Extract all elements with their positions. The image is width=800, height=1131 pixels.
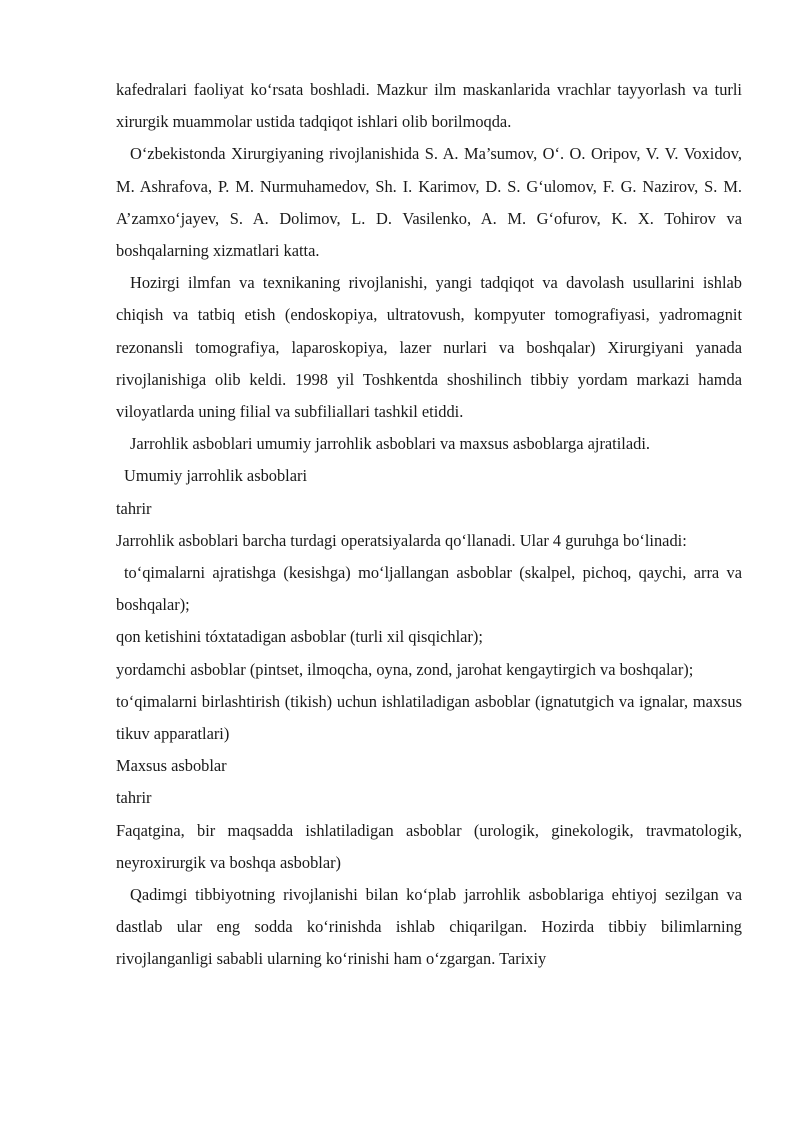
paragraph-special-purpose: Faqatgina, bir maqsadda ishlatiladigan asboblar (urologik, ginekologik, travmatologik, neyroxirurgik va boshqa asboblar) xyxy=(116,820,742,872)
edit-label: tahrir xyxy=(116,498,152,518)
list-item-auxiliary: yordamchi asboblar (pintset, ilmoqcha, oyna, zond, jarohat kengaytirgich va boshqalar); xyxy=(116,659,694,679)
list-item-cutting: to‘qimalarni ajratishga (kesishga) mo‘ljallangan asboblar (skalpel, pichoq, qaychi, arra va boshqalar); xyxy=(116,563,742,615)
list-item-hemostatic: qon ketishini tóxtatadigan asboblar (turli xil qisqichlar); xyxy=(116,627,483,647)
paragraph-surgeons: O‘zbekistonda Xirurgiyaning rivojlanishida S. A. Ma’sumov, O‘. O. Oripov, V. V. Voxidov, M. Ashrafova, P. M. Nurmuhamedov, Sh. I. Karimov, D. S. G‘ulomov, F. G. Nazirov, S. M. A’zamxo‘jayev, S. A. Dolimov, L. D. Vasilenko, A. M. G‘ofurov, K. X. Tohirov va boshqalarning xizmatlari katta. xyxy=(116,144,742,261)
section-heading-general-instruments: Umumiy jarrohlik asboblari xyxy=(124,466,307,486)
list-item-suturing: to‘qimalarni birlashtirish (tikish) uchun ishlatiladigan asboblar (ignatutgich va ignalar, maxsus tikuv apparatlari) xyxy=(116,691,742,744)
document-page xyxy=(116,74,742,976)
paragraph-history: Qadimgi tibbiyotning rivojlanishi bilan ko‘plab jarrohlik asboblariga ehtiyoj sezilgan va dastlab ular eng sodda ko‘rinishda ishlab chiqarilgan. Hozirda tibbiy bilimlarning rivojlanganligi sababli ularning ko‘rinishi ham o‘zgargan. Tarixiy xyxy=(116,885,742,969)
edit-label: tahrir xyxy=(116,788,152,808)
paragraph-modern-methods: Hozirgi ilmfan va texnikaning rivojlanishi, yangi tadqiqot va davolash usullarini ishlab chiqish va tatbiq etish (endoskopiya, ultratovush, kompyuter tomografiyasi, yadromagnit rezonansli tomografiya, laparoskopiya, lazer nurlari va boshqalar) Xirurgiyani yanada rivojlanishiga olib keldi. 1998 yil Toshkentda shoshilinch tibbiy yordam markazi hamda viloyatlarda uning filial va subfiliallari tashkil etiddi. xyxy=(116,273,742,422)
paragraph-groups-intro: Jarrohlik asboblari barcha turdagi operatsiyalarda qo‘llanadi. Ular 4 guruhga bo‘linadi: xyxy=(116,530,687,550)
section-heading-special-instruments: Maxsus asboblar xyxy=(116,756,227,776)
paragraph-continuation: kafedralari faoliyat ko‘rsata boshladi. Mazkur ilm maskanlarida vrachlar tayyorlash va turli xirurgik muammolar ustida tadqiqot ishlari olib borilmoqda. xyxy=(116,80,742,132)
paragraph-instrument-types: Jarrohlik asboblari umumiy jarrohlik asboblari va maxsus asboblarga ajratiladi. xyxy=(130,434,650,454)
